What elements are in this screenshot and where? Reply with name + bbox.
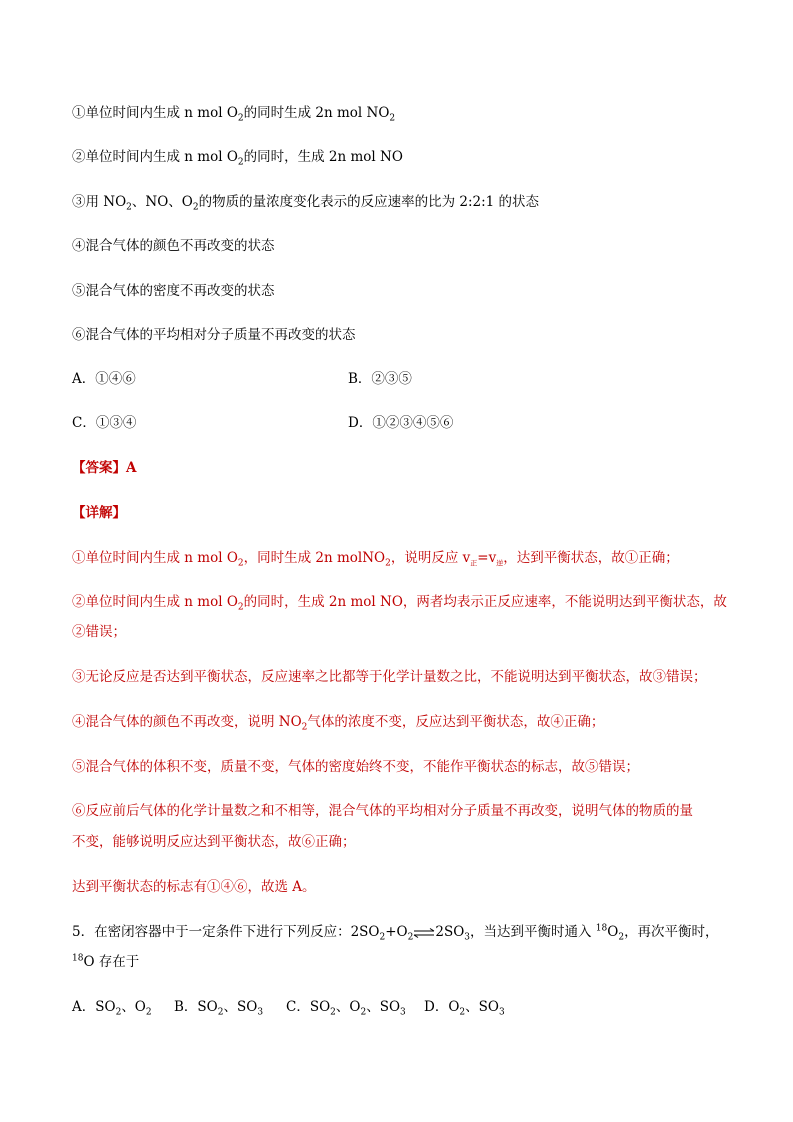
q5-option-a: A．$SO_2$、$O_2$ (72, 999, 152, 1018)
explanation-6: ⑥反应前后气体的化学计量数之和不相等，混合气体的平均相对分子质量不再改变，说明气体的物质的量 (72, 803, 693, 819)
explanation-5: ⑤混合气体的体积不变，质量不变，气体的密度始终不变，不能作平衡状态的标志，故⑤错误； (72, 759, 639, 775)
option-c: C．①③④ (72, 415, 137, 431)
answer-label: 【答案】A (72, 460, 137, 476)
option-d: D．①②③④⑤⑥ (348, 415, 454, 431)
q5-option-d: D．$O_2$、$SO_3$ (424, 999, 505, 1018)
question-5-cont: $^{18}$O 存在于 (72, 953, 140, 970)
summary: 达到平衡状态的标志有①④⑥，故选 A。 (72, 879, 316, 895)
question-5: 5．在密闭容器中于一定条件下进行下列反应：$2SO_2+O_2$ $2SO_3$，当达到平衡时通入 $^{18}O_2$，再次平衡时， (72, 923, 719, 943)
condition-1: ①单位时间内生成 n mol $O_2$的同时生成 2n mol $NO_2$ (72, 105, 396, 124)
explanation-2: ②单位时间内生成 n mol $O_2$的同时，生成 2n mol NO，两者均表示正反应速率，不能说明达到平衡状态，故 (72, 594, 727, 613)
detail-heading: 【详解】 (72, 505, 126, 521)
q5-option-c: C．$SO_2$、$O_2$、$SO_3$ (286, 999, 406, 1018)
option-a: A．①④⑥ (72, 371, 136, 387)
explanation-3: ③无论反应是否达到平衡状态，反应速率之比都等于化学计量数之比，不能说明达到平衡状态，故③错误； (72, 669, 707, 685)
condition-6: ⑥混合气体的平均相对分子质量不再改变的状态 (72, 327, 356, 343)
explanation-1: ①单位时间内生成 n mol $O_2$，同时生成 2n molNO$_2$，说明反应 $v_正=v_逆$，达到平衡状态，故①正确； (72, 550, 679, 569)
option-b: B．②③⑤ (348, 371, 412, 387)
explanation-2-cont: ②错误； (72, 624, 126, 640)
explanation-4: ④混合气体的颜色不再改变，说明 $NO_2$气体的浓度不变，反应达到平衡状态，故④正确； (72, 714, 605, 733)
q5-option-b: B．$SO_2$、$SO_3$ (174, 999, 264, 1018)
condition-3: ③用 $NO_2$、NO、$O_2$的物质的量浓度变化表示的反应速率的比为 2:2:1 的状态 (72, 194, 540, 213)
condition-5: ⑤混合气体的密度不再改变的状态 (72, 283, 275, 299)
equilibrium-arrow-icon (413, 928, 435, 938)
explanation-6-cont: 不变，能够说明反应达到平衡状态，故⑥正确； (72, 834, 356, 850)
condition-4: ④混合气体的颜色不再改变的状态 (72, 238, 275, 254)
condition-2: ②单位时间内生成 n mol $O_2$的同时，生成 2n mol NO (72, 149, 403, 168)
